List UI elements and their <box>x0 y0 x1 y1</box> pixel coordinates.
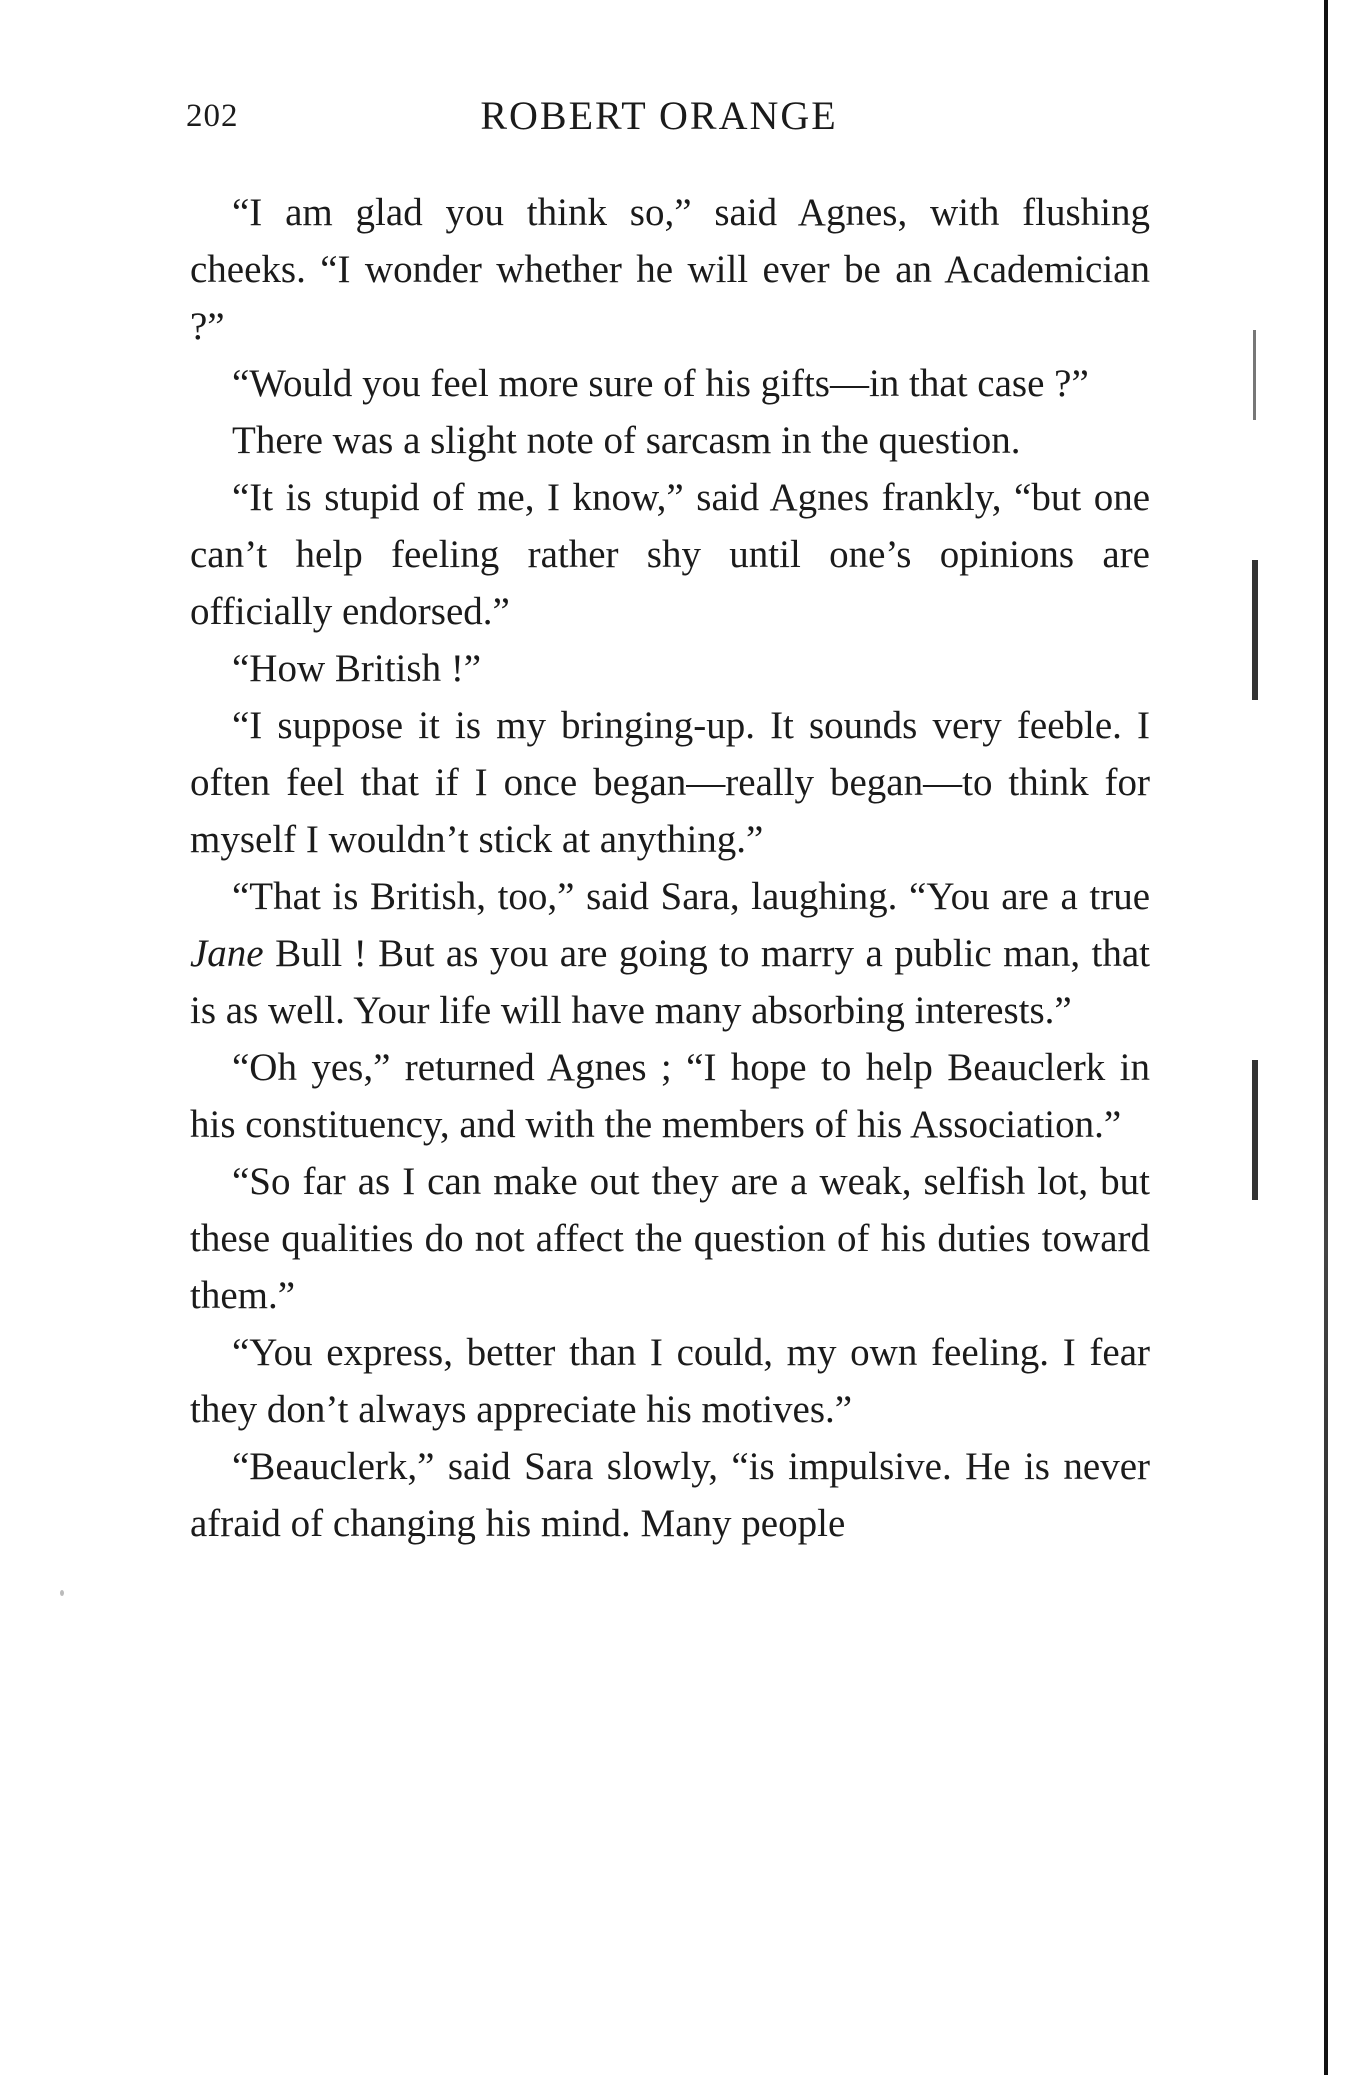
paper-speck <box>60 1590 64 1596</box>
paragraph: “Oh yes,” returned Agnes ; “I hope to help Beauclerk in his constituency, and with the members of his Association.” <box>190 1046 1150 1146</box>
page-edge-shadow <box>1324 0 1328 2075</box>
paragraph: “Beauclerk,” said Sara slowly, “is impulsive. He is never afraid of changing his mind. Many people <box>190 1445 1150 1545</box>
page-number: 202 <box>186 98 239 134</box>
edge-mark <box>1252 1060 1258 1200</box>
paragraph: “It is stupid of me, I know,” said Agnes frankly, “but one can’t help feeling rather shy until one’s opinions are officially endorsed.” <box>190 476 1150 633</box>
edge-mark <box>1253 330 1256 420</box>
italic-name: Jane <box>190 932 264 975</box>
paragraph: “You express, better than I could, my own feeling. I fear they don’t always appreciate his motives.” <box>190 1331 1150 1431</box>
body-text <box>190 184 1150 1552</box>
paragraph: “That is British, too,” said Sara, laughing. “You are a true Jane Bull ! But as you are going to marry a public man, that is as well. Your life will have many absorbing interests.” <box>190 875 1150 1032</box>
paragraph: “I suppose it is my bringing-up. It sounds very feeble. I often feel that if I once began—really began—to think for myself I wouldn’t stick at anything.” <box>190 704 1150 861</box>
paragraph: “So far as I can make out they are a weak, selfish lot, but these qualities do not affect the question of his duties toward them.” <box>190 1160 1150 1317</box>
edge-mark <box>1252 560 1258 700</box>
running-title: ROBERT ORANGE <box>480 93 838 138</box>
paragraph: “How British !” <box>232 647 482 690</box>
paragraph: There was a slight note of sarcasm in the question. <box>232 419 1021 462</box>
paragraph: “I am glad you think so,” said Agnes, with flushing cheeks. “I wonder whether he will ever be an Academician ?” <box>190 191 1150 348</box>
paragraph: “Would you feel more sure of his gifts—in that case ?” <box>232 362 1089 405</box>
